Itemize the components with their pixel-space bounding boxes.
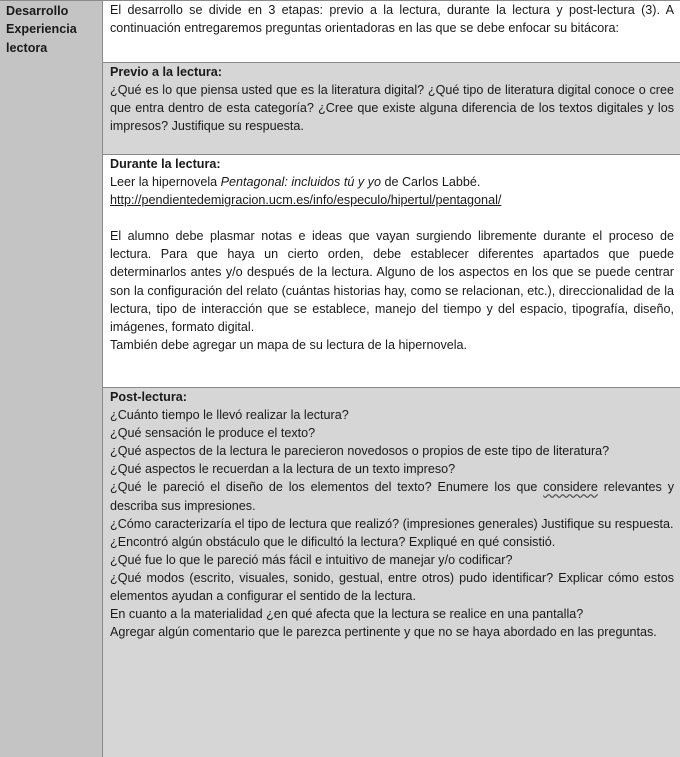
- novel-link[interactable]: http://pendientedemigracion.ucm.es/info/especulo/hipertul/pentagonal/: [110, 193, 502, 208]
- spacer: [110, 209, 674, 227]
- read-suffix: de Carlos Labbé.: [380, 175, 481, 190]
- row-label-line-1: Desarrollo: [6, 4, 69, 18]
- post-title: Post-lectura:: [110, 390, 187, 404]
- row-label-cell: [0, 1, 103, 757]
- q5-spellcheck-word: considere: [543, 480, 598, 495]
- intro-text: El desarrollo se divide en 3 etapas: previo a la lectura, durante la lectura y post-lectura (3). A continuación entregaremos preguntas orientadoras en las que se debe enfocar su bitácora:: [110, 3, 674, 36]
- content-column: [103, 1, 680, 757]
- reading-instruction: [110, 173, 674, 191]
- post-cell: [103, 387, 680, 757]
- post-question-11: Agregar algún comentario que le parezca pertinente y que no se haya abordado en las preguntas.: [110, 625, 657, 640]
- q5-part-c: relevantes y describa sus impresiones.: [110, 480, 674, 513]
- novel-title: Pentagonal: incluidos tú y yo: [220, 175, 381, 190]
- durante-cell: [103, 154, 680, 387]
- previo-text: ¿Qué es lo que piensa usted que es la literatura digital? ¿Qué tipo de literatura digital conoce o cree que entra dentro de esta categoría? ¿Cree que existe alguna diferencia de los textos digitales y los impresos? Justifique su respuesta.: [110, 83, 674, 134]
- post-question-3: ¿Qué aspectos de la lectura le parecieron novedosos o propios de este tipo de literatura?: [110, 444, 610, 459]
- post-question-1: ¿Cuánto tiempo le llevó realizar la lectura?: [110, 408, 349, 423]
- post-question-6: ¿Cómo caracterizaría el tipo de lectura que realizó? (impresiones generales) Justifique su respuesta.: [110, 516, 674, 531]
- row-label-line-3: lectora: [6, 40, 48, 55]
- post-question-4: ¿Qué aspectos le recuerdan a la lectura de un texto impreso?: [110, 462, 456, 477]
- durante-map-instruction: También debe agregar un mapa de su lectura de la hipernovela.: [110, 337, 468, 352]
- post-question-5: [110, 478, 674, 514]
- post-question-7: ¿Encontró algún obstáculo que le dificultó la lectura? Expliqué en qué consistió.: [110, 534, 556, 549]
- previo-title: Previo a la lectura:: [110, 65, 222, 79]
- post-question-8: ¿Qué fue lo que le pareció más fácil e intuitivo de manejar y/o codificar?: [110, 552, 513, 567]
- post-question-2: ¿Qué sensación le produce el texto?: [110, 426, 316, 441]
- intro-cell: [103, 1, 680, 62]
- read-prefix: Leer la hipernovela: [110, 175, 221, 190]
- q5-part-a: ¿Qué le pareció el diseño de los elementos del texto? Enumere los que: [110, 480, 544, 495]
- previo-cell: [103, 62, 680, 154]
- durante-title: Durante la lectura:: [110, 157, 221, 171]
- durante-paragraph: El alumno debe plasmar notas e ideas que vayan surgiendo libremente durante el proceso de lectura. Para que haya un cierto orden, debe establecer diferentes apartados que puede determinarlos antes y/o después de la lectura. Alguno de los aspectos en los que se puede centrar son la configuración del relato (cuántas historias hay, como se relacionan, etc.), direccionalidad de la lectura, tipo de interacción que se establece, manejo del tiempo y del espacio, tipografía, diseño, imágenes, formato digital.: [110, 229, 674, 334]
- row-label-line-2: Experiencia: [6, 22, 77, 37]
- post-question-9: ¿Qué modos (escrito, visuales, sonido, gestual, entre otros) pudo identificar? Explicar cómo estos elementos ayudan a configurar el sentido de la lectura.: [110, 570, 674, 604]
- post-question-10: En cuanto a la materialidad ¿en qué afecta que la lectura se realice en una pantalla?: [110, 607, 584, 622]
